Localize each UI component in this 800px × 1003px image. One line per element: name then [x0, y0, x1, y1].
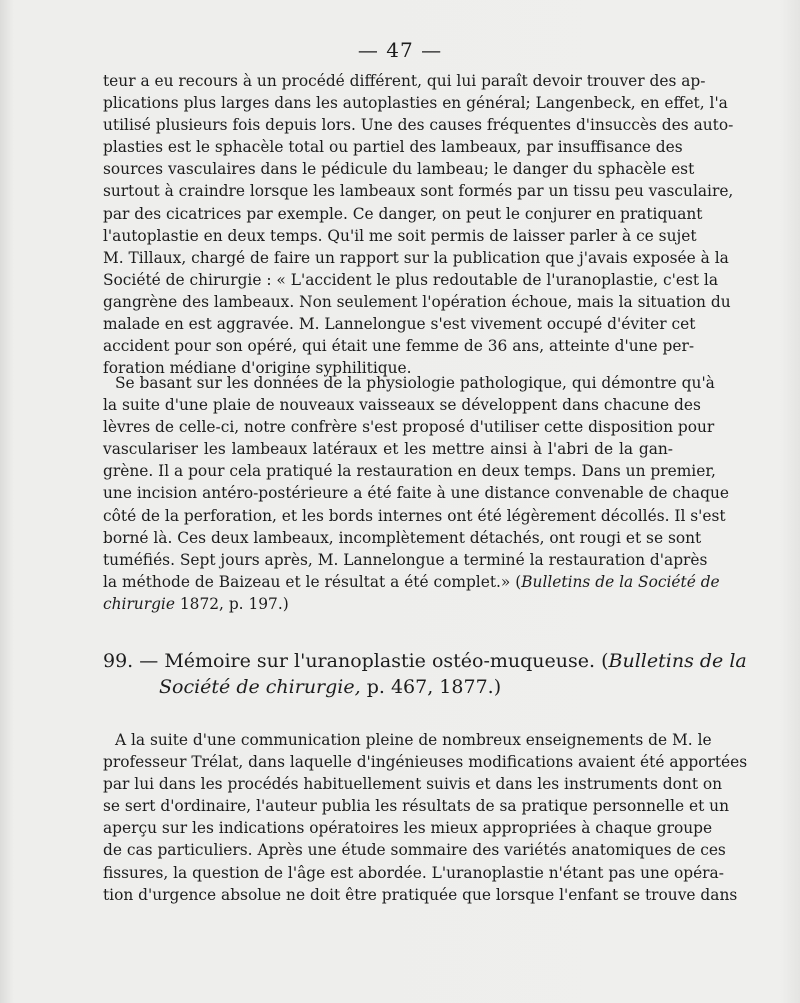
text-line: foration médiane d'origine syphilitique.: [103, 359, 412, 378]
text-fragment: la méthode de Baizeau et le résultat a été complet.» (: [103, 572, 522, 591]
text-line: A la suite d'une communication pleine de nombreux enseignements de M. le: [115, 731, 712, 749]
heading-line: [103, 648, 747, 674]
text-line: surtout à craindre lorsque les lambeaux sont formés par un tissu peu vasculaire,: [103, 182, 734, 201]
text-line: utilisé plusieurs fois depuis lors. Une des causes fréquentes d'insuccès des auto-: [103, 116, 734, 135]
page-number: — 47 —: [357, 38, 443, 62]
text-line: borné là. Ces deux lambeaux, incomplètement détachés, ont rougi et se sont: [103, 528, 702, 547]
text-line: grène. Il a pour cela pratiqué la restauration en deux temps. Dans un premier,: [103, 462, 716, 481]
section-title: Mémoire sur l'uranoplastie ostéo-muqueuse.: [164, 650, 596, 672]
text-line: par lui dans les procédés habituellement suivis et dans les instruments dont on: [103, 775, 723, 794]
text-line: malade en est aggravée. M. Lannelongue s'est vivement occupé d'éviter cet: [103, 315, 696, 334]
section-number: 99.: [103, 650, 134, 672]
text-line: Société de chirurgie : « L'accident le plus redoutable de l'uranoplastie, c'est la: [103, 270, 719, 289]
text-line: une incision antéro-postérieure a été faite à une distance convenable de chaque: [103, 484, 729, 503]
heading-line: [103, 674, 678, 700]
text-line: accident pour son opéré, qui était une femme de 36 ans, atteinte d'une per-: [103, 337, 695, 356]
text-line: aperçu sur les indications opératoires les mieux appropriées à chaque groupe: [103, 819, 713, 838]
text-line: plasties est le sphacèle total ou partiel des lambeaux, par insuffisance des: [103, 138, 683, 157]
text-line: teur a eu recours à un procédé différent, qui lui paraît devoir trouver des ap-: [103, 72, 706, 90]
ref-paren: (: [601, 650, 609, 672]
text-line: fissures, la question de l'âge est abordée. L'uranoplastie n'étant pas une opéra-: [103, 863, 724, 882]
paragraph-uranoplastie: [103, 729, 748, 906]
reference-italic: Société de chirurgie,: [159, 676, 361, 698]
text-line: sources vasculaires dans le pédicule du lambeau; le danger du sphacèle est: [103, 160, 695, 179]
paragraph-tillaux-report: [103, 372, 729, 615]
text-line: se sert d'ordinaire, l'auteur publia les résultats de sa pratique personnelle et un: [103, 797, 730, 816]
text-line: lèvres de celle-ci, notre confrère s'est proposé d'utiliser cette disposition pour: [103, 418, 715, 437]
reference-italic: Bulletins de la: [608, 650, 747, 672]
text-line: tion d'urgence absolue ne doit être pratiquée que lorsque l'enfant se trouve dans: [103, 885, 738, 904]
text-line: par des cicatrices par exemple. Ce danger, on peut le conjurer en pratiquant: [103, 204, 703, 223]
text-line: M. Tillaux, chargé de faire un rapport sur la publication que j'avais exposée à la: [103, 248, 729, 267]
text-line: de cas particuliers. Après une étude sommaire des variétés anatomiques de ces: [103, 841, 726, 860]
text-line: l'autoplastie en deux temps. Qu'il me soit permis de laisser parler à ce sujet: [103, 226, 697, 245]
text-line: gangrène des lambeaux. Non seulement l'opération échoue, mais la situation du: [103, 292, 731, 311]
text-line: vasculariser les lambeaux latéraux et les mettre ainsi à l'abri de la gan-: [103, 440, 673, 459]
section-heading-99: [103, 648, 747, 700]
text-line: [103, 571, 720, 593]
text-line: côté de la perforation, et les bords internes ont été légèrement décollés. Il s'est: [103, 506, 726, 525]
citation-italic: Bulletins de la Société de: [521, 572, 720, 591]
text-line: plications plus larges dans les autoplasties en général; Langenbeck, en effet, l'a: [103, 94, 728, 113]
section-dash: —: [139, 650, 159, 672]
paragraph-continuation: [103, 70, 734, 379]
text-line: professeur Trélat, dans laquelle d'ingénieuses modifications avaient été apportées: [103, 753, 748, 772]
text-line: [103, 593, 673, 615]
citation-details: 1872, p. 197.): [174, 594, 289, 613]
citation-italic: chirurgie: [103, 594, 175, 613]
text-line: la suite d'une plaie de nouveaux vaisseaux se développent dans chacune des: [103, 396, 701, 415]
text-line: tuméfiés. Sept jours après, M. Lannelongue a terminé la restauration d'après: [103, 550, 708, 569]
text-line: Se basant sur les données de la physiologie pathologique, qui démontre qu'à: [115, 374, 715, 392]
reference-details: p. 467, 1877.): [360, 676, 502, 698]
